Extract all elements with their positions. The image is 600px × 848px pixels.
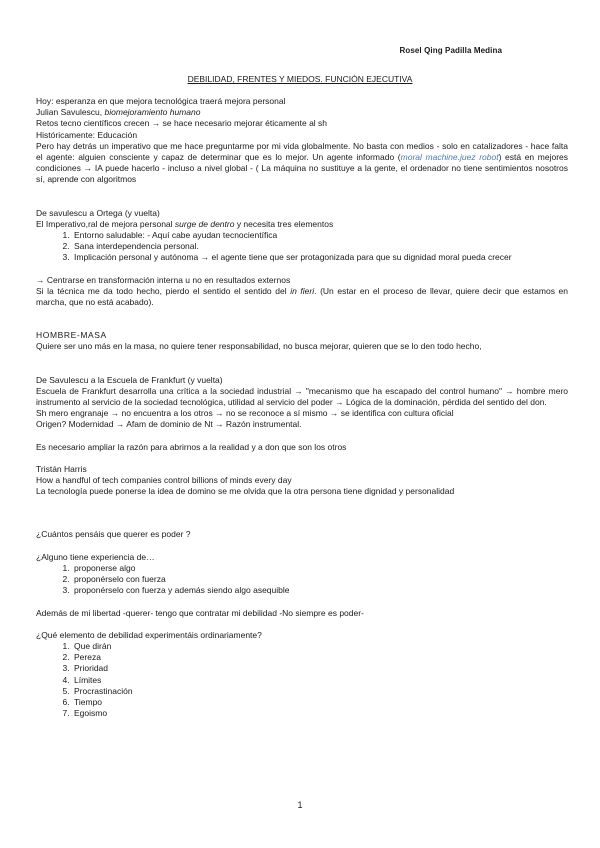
list-item: 2. Sana interdependencia personal. — [72, 241, 568, 252]
list-item: 5. Procrastinación — [72, 686, 568, 697]
page-number: 1 — [297, 800, 303, 810]
list-item: 3. Implicación personal y autónoma → el agente tiene que ser protagonizada para que su dignidad moral pueda crecer — [72, 252, 568, 263]
list-item: 1. Que dirán — [72, 641, 568, 652]
ortega-after-line: → Centrarse en transformación interna u no en resultados externos — [36, 274, 291, 285]
intro-text: ) está en mejores condiciones → IA puede hacerlo - incluso a nivel global - ( La máquina no sustituye a la gente, el ordenador no tiene sentimientos nosotros sí, aprende con algoritmos — [36, 152, 568, 185]
ortega-text: y necesita tres elementos — [234, 218, 334, 229]
list-item: 1. proponerse algo — [72, 563, 568, 574]
intro-line: Hoy: esperanza en que mejora tecnológica traerá mejora personal — [36, 96, 286, 106]
intro-paragraph — [36, 141, 568, 186]
intro-text: Pero hay detrás un imperativo que me hace preguntarme por mi vida globalmente. No basta con medios - solo en catalizadores - hace falta el agente: alguien consciente y capaz de determinar que es lo mejor. Un agente informado ( — [36, 140, 568, 163]
spacer — [36, 353, 568, 375]
intro-line: Históricamente: Educación — [36, 129, 138, 140]
ortega-after-paragraph — [36, 286, 568, 308]
question-3: ¿Qué elemento de debilidad experimentáis ordinariamente? — [36, 629, 262, 640]
harris-line: How a handful of tech companies control billions of minds every day — [36, 475, 292, 486]
question-3-list — [36, 641, 568, 719]
intro-emphasis: biomejoramiento humano — [104, 107, 201, 118]
spacer — [36, 453, 568, 464]
intro-text: Julian Savulescu, — [36, 107, 105, 118]
spacer — [36, 541, 568, 552]
spacer — [36, 264, 568, 275]
frankfurt-paragraph: Escuela de Frankfurt desarrolla una crítica a la sociedad industrial → "mecanismo que ha escapado del control humano" → hombre mero instrumento al servicio de la sociedad tecnológica, utilidad al servicio del poder → Lógica de la dominación, pérdida del sentido del don. — [36, 385, 568, 408]
ortega-text: . (Un estar en el proceso de llevar, quiere decir que estamos en marcha, que no está acabado). — [36, 285, 569, 308]
list-item: 4. Límites — [72, 675, 568, 686]
frankfurt-line: Origen? Modernidad → Afam de dominio de Nt → Razón instrumental. — [36, 419, 302, 430]
document-body — [36, 96, 568, 719]
spacer — [36, 431, 568, 442]
moral-machine-link[interactable]: moral machine.juez robot — [400, 152, 499, 163]
document-title: DEBILIDAD, FRENTES Y MIEDOS. FUNCIÓN EJECUTIVA — [187, 74, 413, 84]
harris-line: La tecnología puede ponerse la idea de domino se me olvida que la otra persona tiene dignidad y personalidad — [36, 486, 455, 497]
list-item: 2. proponérselo con fuerza — [72, 574, 568, 585]
author-name: Rosel Qing Padilla Medina — [399, 46, 502, 55]
spacer — [36, 619, 568, 630]
frankfurt-line: Sh mero engranaje → no encuentra a los otros → no se reconoce a sí mismo → se identifica con cultura oficial — [36, 408, 454, 419]
note-line: Además de mi libertad -querer- tengo que contratar mi debilidad -No siempre es poder- — [36, 607, 364, 618]
list-item: 3. Prioridad — [72, 663, 568, 674]
intro-line: Retos tecno científicos crecen → se hace necesario mejorar éticamente al sh — [36, 118, 328, 129]
spacer — [36, 497, 568, 529]
spacer — [36, 186, 568, 208]
ortega-list — [36, 230, 568, 264]
question-2: ¿Alguno tiene experiencia de… — [36, 551, 155, 562]
ortega-line — [36, 219, 568, 230]
section-heading-frankfurt: De Savulescu a la Escuela de Frankfurt (y vuelta) — [36, 374, 223, 385]
ortega-text: El Imperativo,ral de mejora personal — [36, 218, 175, 229]
section-heading-ortega: De savulescu a Ortega (y vuelta) — [36, 207, 160, 218]
question-1: ¿Cuántos pensáis que querer es poder ? — [36, 529, 191, 540]
ortega-emphasis: surge de dentro — [174, 218, 235, 229]
list-item: 3. proponérselo con fuerza y además siendo algo asequible — [72, 585, 568, 596]
spacer — [36, 597, 568, 608]
question-2-list — [36, 563, 568, 597]
harris-name: Tristán Harris — [36, 463, 87, 474]
spacer — [36, 308, 568, 330]
list-item: 6. Tiempo — [72, 697, 568, 708]
ortega-text: Si la técnica me da todo hecho, pierdo el sentido el sentido del — [36, 285, 291, 296]
section-heading-hombre-masa: HOMBRE-MASA — [36, 330, 107, 341]
intro-line — [36, 107, 568, 118]
list-item: 1. Entorno saludable: - Aquí cabe ayudan tecnocientífica — [72, 230, 568, 241]
masa-text: Quiere ser uno más en la masa, no quiere tener responsabilidad, no busca mejorar, quieren que se lo den todo hecho, — [36, 341, 482, 352]
ortega-emphasis: in fieri — [290, 285, 315, 296]
list-item: 7. Egoismo — [72, 708, 568, 719]
list-item: 2. Pereza — [72, 652, 568, 663]
frankfurt-line: Es necesario ampliar la razón para abrirnos a la realidad y a don que son los otros — [36, 441, 347, 452]
